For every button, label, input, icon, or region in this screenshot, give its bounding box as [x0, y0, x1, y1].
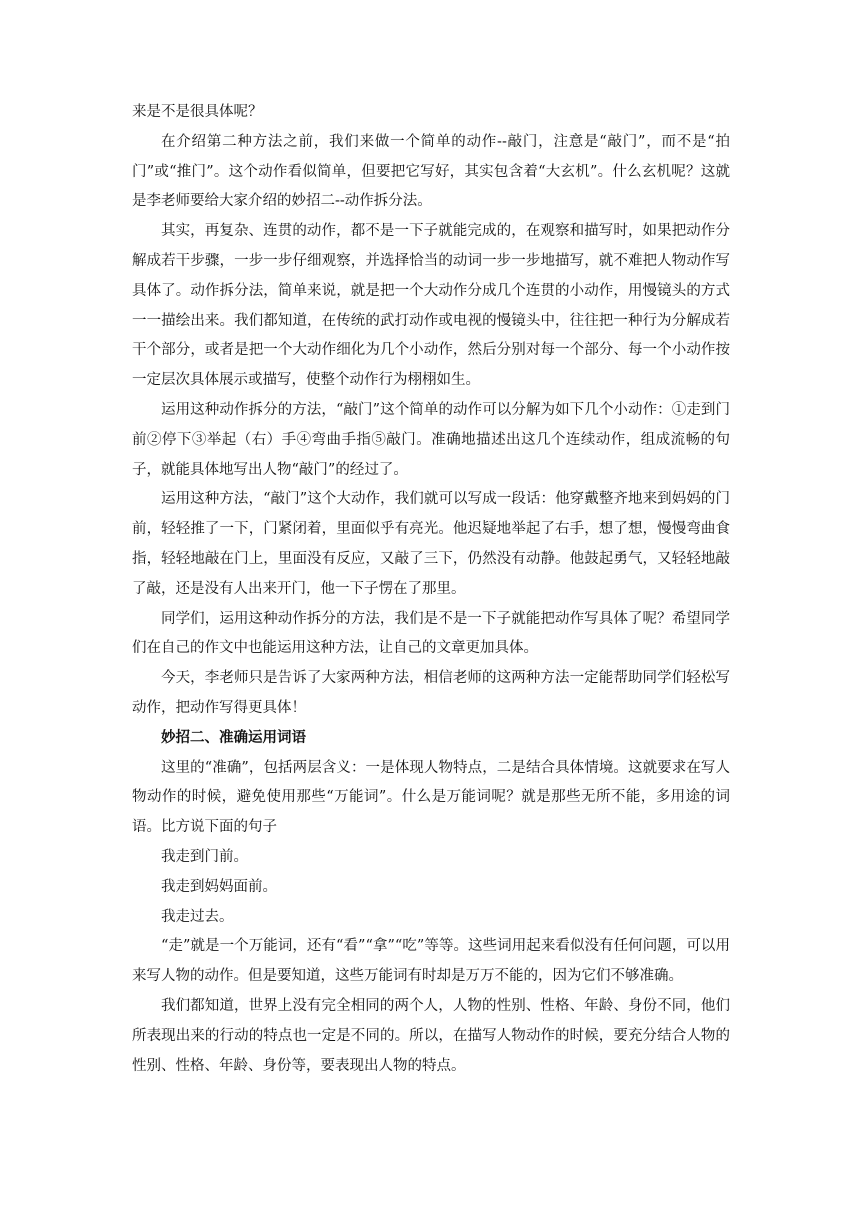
example-sentence-3: 我走过去。 [161, 908, 234, 925]
document-page [132, 98, 730, 1081]
paragraph-character-traits: 我们都知道，世界上没有完全相同的两个人，人物的性别、性格、年龄、身份不同，他们所表现出来的行动的特点也一定是不同的。所以，在描写人物动作的时候，要充分结合人物的性别、性格、年龄、身份等，要表现出人物的特点。 [132, 997, 730, 1074]
example-sentence-1: 我走到门前。 [161, 848, 248, 865]
paragraph-continuation: 来是不是很具体呢？ [132, 104, 263, 120]
paragraph-encourage: 同学们，运用这种动作拆分的方法，我们是不是一下子就能把动作写具体了呢？希望同学们在自己的作文中也能运用这种方法，让自己的文章更加具体。 [132, 610, 730, 657]
paragraph-knock-intro: 在介绍第二种方法之前，我们来做一个简单的动作--敲门，注意是“敲门”，而不是“拍门”或“推门”。这个动作看似简单，但要把它写好，其实包含着“大玄机”。什么玄机呢？这就是李老师要给大家介绍的妙招二--动作拆分法。 [132, 133, 730, 210]
paragraph-knock-steps: 运用这种动作拆分的方法，“敲门”这个简单的动作可以分解为如下几个小动作：①走到门前②停下③举起（右）手④弯曲手指⑤敲门。准确地描述出这几个连续动作，组成流畅的句子，就能具体地写出人物“敲门”的经过了。 [132, 401, 730, 478]
section-heading: 妙招二、准确运用词语 [161, 729, 306, 746]
paragraph-universal-words: “走”就是一个万能词，还有“看”“拿”“吃”等等。这些词用起来看似没有任何问题，可以用来写人物的动作。但是要知道，这些万能词有时却是万万不能的，因为它们不够准确。 [132, 938, 730, 985]
paragraph-knock-example: 运用这种方法，“敲门”这个大动作，我们就可以写成一段话：他穿戴整齐地来到妈妈的门前，轻轻推了一下，门紧闭着，里面似乎有亮光。他迟疑地举起了右手，想了想，慢慢弯曲食指，轻轻地敲在门上，里面没有反应，又敲了三下，仍然没有动静。他鼓起勇气，又轻轻地敲了敲，还是没有人出来开门，他一下子愣在了那里。 [132, 491, 730, 597]
paragraph-action-split: 其实，再复杂、连贯的动作，都不是一下子就能完成的，在观察和描写时，如果把动作分解成若干步骤，一步一步仔细观察，并选择恰当的动词一步一步地描写，就不难把人物动作写具体了。动作拆分法，简单来说，就是把一个大动作分成几个连贯的小动作，用慢镜头的方式一一描绘出来。我们都知道，在传统的武打动作或电视的慢镜头中，往往把一种行为分解成若干个部分，或者是把一个大动作细化为几个小动作，然后分别对每一个部分、每一个小动作按一定层次具体展示或描写，使整个动作行为栩栩如生。 [132, 223, 730, 389]
paragraph-accuracy: 这里的“准确”，包括两层含义：一是体现人物特点，二是结合具体情境。这就要求在写人物动作的时候，避免使用那些“万能词”。什么是万能词呢？就是那些无所不能，多用途的词语。比方说下面的句子 [132, 759, 730, 836]
paragraph-summary: 今天，李老师只是告诉了大家两种方法，相信老师的这两种方法一定能帮助同学们轻松写动作，把动作写得更具体！ [132, 670, 730, 716]
example-sentence-2: 我走到妈妈面前。 [161, 878, 277, 895]
